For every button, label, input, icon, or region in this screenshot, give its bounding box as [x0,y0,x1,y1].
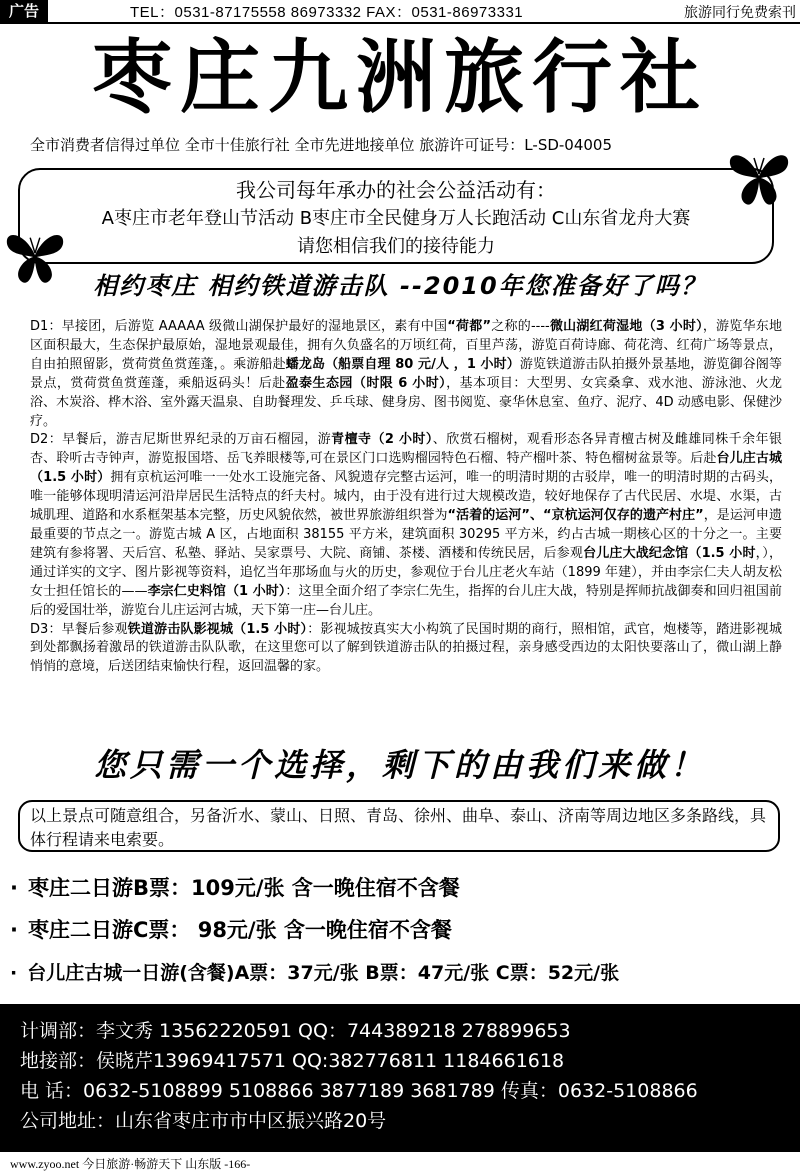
d1-bold: 盈泰生态园（时限 6 小时） [285,375,447,391]
d1-bold: “荷都” [447,319,492,334]
slogan-2010: 相约枣庄 相约铁道游击队 --2010年您准备好了吗？ [93,272,707,300]
d3-text: D3：早餐后参观 [30,621,128,637]
public-activities-list: A枣庄市老年登山节活动 B枣庄市全民健身万人长跑活动 C山东省龙舟大赛 [101,208,691,229]
dispatch-contact: 计调部：李文秀 13562220591 QQ：744389218 278899653 [20,1020,571,1042]
magazine-footer [0,1154,800,1172]
price-text: 枣庄二日游C票： 98元/张 含一晚住宿不含餐 [27,918,452,942]
d2-text: 拥有京杭运河唯一一处水工设施完备、风貌遗存完整古运河，唯一的明清时期的古驳岸，唯一的明清时期的古码头，唯一能够体现明清运河沿岸居民生活特点的纤夫村。城内，由于没有进行过大规模改造，较好地保存了古代民居、水堤、水渠，古城肌理、道路和水系框架基本完整，历史风貌依然，被世界旅游组织誉为 [30,470,782,524]
magazine-info: www.zyoo.net 今日旅游·畅游天下 山东版 -166- [10,1157,251,1171]
contact-footer [0,1004,800,1152]
d2-text: ，），通过详实的文字、图片影视等资料，追忆当年那场血与火的历史，参观位于台儿庄老火车站（1899 年建），并由李宗仁夫人胡友松女士担任馆长的—— [30,545,782,599]
public-activities-trust: 请您相信我们的接待能力 [297,236,495,257]
butterfly-icon [726,148,792,208]
slogan-choice: 您只需一个选择，剩下的由我们来做！ [93,746,706,784]
d1-text: ，基本项目：大型男、女宾桑拿、戏水池、游泳池、火龙浴、木炭浴、桦木浴、室外露天温泉、自助餐理发、乒乓球、健身房、图书阅览、豪华休息室、鱼疗、泥疗、4D 动感电影、保健沙疗。 [30,375,782,429]
d2-bold: 青檀寺（2 小时） [331,432,433,448]
price-text: 台儿庄古城一日游(含餐)A票：37元/张 B票：47元/张 C票：52元/张 [27,962,620,984]
public-activities-box [18,168,774,264]
d2-bold: 台儿庄古城（1.5 小时） [30,451,782,486]
free-index-text: 旅游同行免费索刊 [684,5,796,21]
d2-bold: 李宗仁史料馆（1 小时） [147,583,286,599]
price-line [10,958,619,985]
tel-fax-line: TEL：0531-87175558 86973332 FAX：0531-86973331 [130,4,524,21]
itinerary-text [30,318,782,677]
d1-text: 之称的---- [491,319,550,334]
d1-bold: 蟠龙岛（船票自理 80 元/人 ，1 小时） [285,356,520,372]
d2-text: 、欣赏石榴树，观看形态各异青檀古树及雌雄同株千余年银杏、聆听古寺钟声，游览报国塔、岳飞养眼楼等,可在景区门口选购榴园特色石榴、特产榴叶茶、特色榴树盆景等。后赴 [30,432,782,467]
bullet: · [10,918,18,942]
d2-text: ，是运河申遗最重要的节点之一。游览古城 A 区，占地面积 38155 平方米，建筑面积 30295 平方米，约占古城一期核心区的十分之一。主要建筑有参将署、天后宫、私塾、驿站、吴家票号、大院、商铺、茶楼、酒楼和传统民居，后参观 [30,508,782,561]
public-activities-heading: 我公司每年承办的社会公益活动有： [236,178,556,202]
d2-bold: 台儿庄大战纪念馆（1.5 小时 [583,545,756,561]
company-address: 公司地址：山东省枣庄市市中区振兴路20号 [20,1110,387,1132]
d2-text: ：这里全面介绍了李宗仁先生，指挥的台儿庄大战，特别是挥师抗战御奏和回归祖国前后的爱国壮举，游览台儿庄运河古城，天下第一庄—台儿庄。 [30,583,782,618]
routes-note-box: 以上景点可随意组合，另备沂水、蒙山、日照、青岛、徐州、曲阜、泰山、济南等周边地区多条路线，具体行程请来电索要。 [18,800,780,852]
honors-line: 全市消费者信得过单位 全市十佳旅行社 全市先进地接单位 旅游许可证号：L-SD-04005 [30,136,613,154]
d3-text: ：影视城按真实大小构筑了民国时期的商行，照相馆，武官，炮楼等，踏进影视城到处都飘扬着激昂的铁道游击队队歌，在这里您可以了解到铁道游击队的拍摄过程，亲身感受西边的太阳快要落山了，微山湖上静悄悄的意境，后送团结束愉快行程，返回温馨的家。 [30,621,782,675]
bullet: · [10,876,18,900]
price-line [10,914,452,944]
bullet: · [10,962,18,984]
ad-label: 广告 [0,0,48,22]
d3-bold: 铁道游击队影视城（1.5 小时） [127,621,308,637]
d2-bold: “活着的运河”、“京杭运河仅存的遗产村庄” [447,508,704,524]
agency-title: 枣庄九洲旅行社 [92,31,708,124]
price-line [10,872,460,902]
price-text: 枣庄二日游B票：109元/张 含一晚住宿不含餐 [27,876,460,900]
d1-text: 游览铁道游击队拍摄外景基地，游览御谷阁等景点，赏荷赏鱼赏莲蓬，乘船返码头！后赴 [30,356,782,391]
top-bar [0,0,800,24]
d1-text: D1：早接团，后游览 AAAAA 级微山湖保护最好的湿地景区，素有中国 [30,319,448,334]
phone-fax: 电 话：0632-5108899 5108866 3877189 3681789 传真：0632-5108866 [20,1080,698,1102]
d1-bold: 微山湖红荷湿地（3 小时） [549,319,703,334]
reception-contact: 地接部：侯晓芹13969417571 QQ:382776811 1184661618 [20,1050,565,1072]
d1-text: ，游览华东地区面积最大，生态保护最原始，湿地景观最佳，拥有久负盛名的万顷红荷，百里芦荡，游览百荷诗廊、荷花湾、红荷广场等景点，自由拍照留影，赏荷赏鱼赏莲蓬，。乘游船赴 [30,319,782,372]
d2-text: D2：早餐后，游吉尼斯世界纪录的万亩石榴园，游 [30,432,332,448]
